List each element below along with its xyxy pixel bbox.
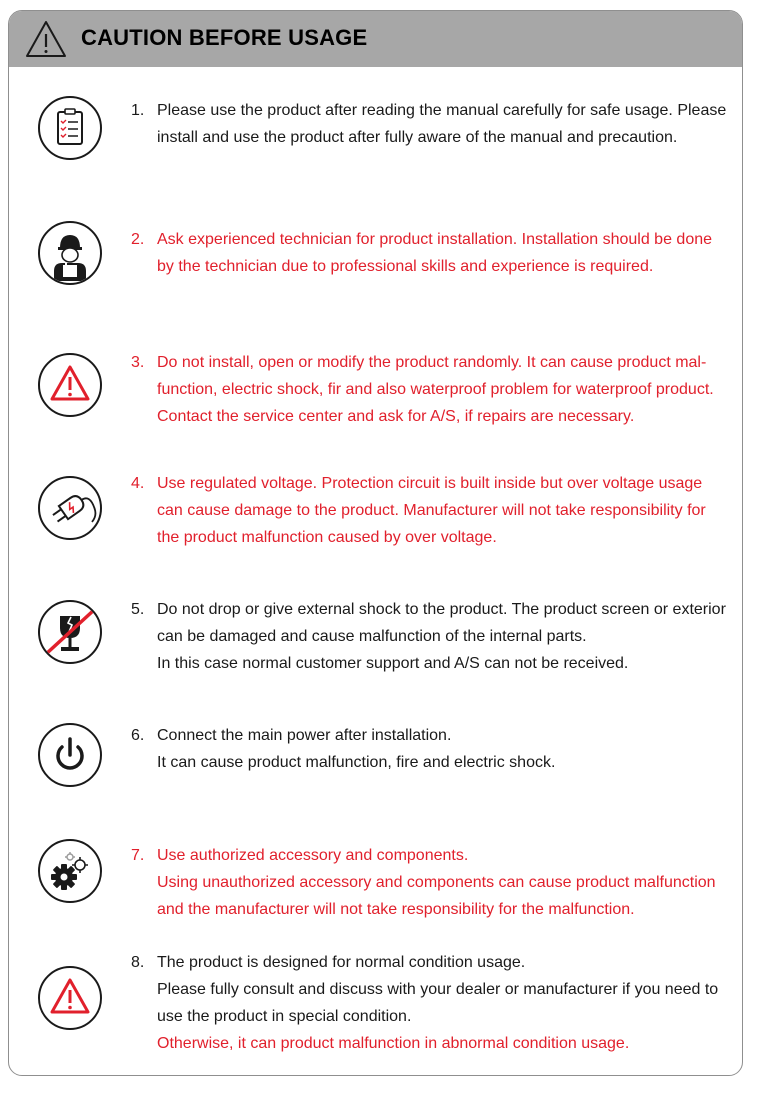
item-line: Ask experienced technician for product installation. Installation should be done (157, 231, 713, 248)
gears-icon (40, 841, 100, 901)
technician-icon (40, 223, 100, 283)
item-line: function, electric shock, fir and also waterproof problem for waterproof product. (157, 381, 714, 398)
item-icon-circle (38, 723, 102, 787)
item-line: and the manufacturer will not take responsibility for the malfunction. (157, 901, 635, 918)
item-text (157, 949, 733, 1057)
item-line: Otherwise, it can product malfunction in abnormal condition usage. (157, 1035, 630, 1052)
item-text (157, 470, 733, 551)
item-number: 2. (131, 231, 145, 248)
item-line: Please use the product after reading the manual carefully for safe usage. Please (157, 102, 727, 119)
item-line: Use authorized accessory and components. (157, 847, 469, 864)
checklist-icon (40, 98, 100, 158)
item-line: can cause damage to the product. Manufacturer will not take responsibility for (157, 502, 706, 519)
item-line: Please fully consult and discuss with your dealer or manufacturer if you need to (157, 981, 719, 998)
item-line: by the technician due to professional skills and experience is required. (157, 258, 654, 275)
item-text (157, 722, 733, 776)
no-fragile-icon (40, 602, 100, 662)
item-line: install and use the product after fully aware of the manual and precaution. (157, 129, 678, 146)
caution-header (9, 11, 742, 67)
caution-panel (8, 10, 743, 1076)
item-number: 3. (131, 354, 145, 371)
item-number: 4. (131, 475, 145, 492)
item-line: use the product in special condition. (157, 1008, 412, 1025)
item-line: Do not drop or give external shock to the product. The product screen or exterior (157, 601, 726, 618)
item-icon-circle (38, 353, 102, 417)
item-number: 6. (131, 727, 145, 744)
item-number: 7. (131, 847, 145, 864)
item-icon-circle (38, 966, 102, 1030)
power-plug-icon (40, 478, 100, 538)
item-text (157, 596, 733, 677)
item-icon-circle (38, 600, 102, 664)
item-icon-circle (38, 221, 102, 285)
warning-icon (40, 968, 100, 1028)
item-icon-circle (38, 839, 102, 903)
item-line: Contact the service center and ask for A/S, if repairs are necessary. (157, 408, 635, 425)
item-number: 8. (131, 954, 145, 971)
item-line: Use regulated voltage. Protection circuit is built inside but over voltage usage (157, 475, 703, 492)
item-text (157, 842, 733, 923)
item-icon-circle (38, 476, 102, 540)
item-line: It can cause product malfunction, fire and electric shock. (157, 754, 556, 771)
item-line: the product malfunction caused by over voltage. (157, 529, 497, 546)
item-icon-circle (38, 96, 102, 160)
item-line: Connect the main power after installation. (157, 727, 452, 744)
item-line: can be damaged and cause malfunction of the internal parts. (157, 628, 587, 645)
item-line: Using unauthorized accessory and components can cause product malfunction (157, 874, 716, 891)
item-number: 5. (131, 601, 145, 618)
warning-icon (40, 355, 100, 415)
item-text (157, 226, 733, 280)
item-line: The product is designed for normal condition usage. (157, 954, 526, 971)
item-text (157, 349, 733, 430)
power-icon (40, 725, 100, 785)
item-text (157, 97, 733, 151)
warning-triangle-icon (25, 20, 67, 58)
item-line: In this case normal customer support and A/S can not be received. (157, 655, 629, 672)
item-line: Do not install, open or modify the product randomly. It can cause product mal- (157, 354, 707, 371)
page-title: CAUTION BEFORE USAGE (81, 25, 368, 50)
item-number: 1. (131, 102, 145, 119)
